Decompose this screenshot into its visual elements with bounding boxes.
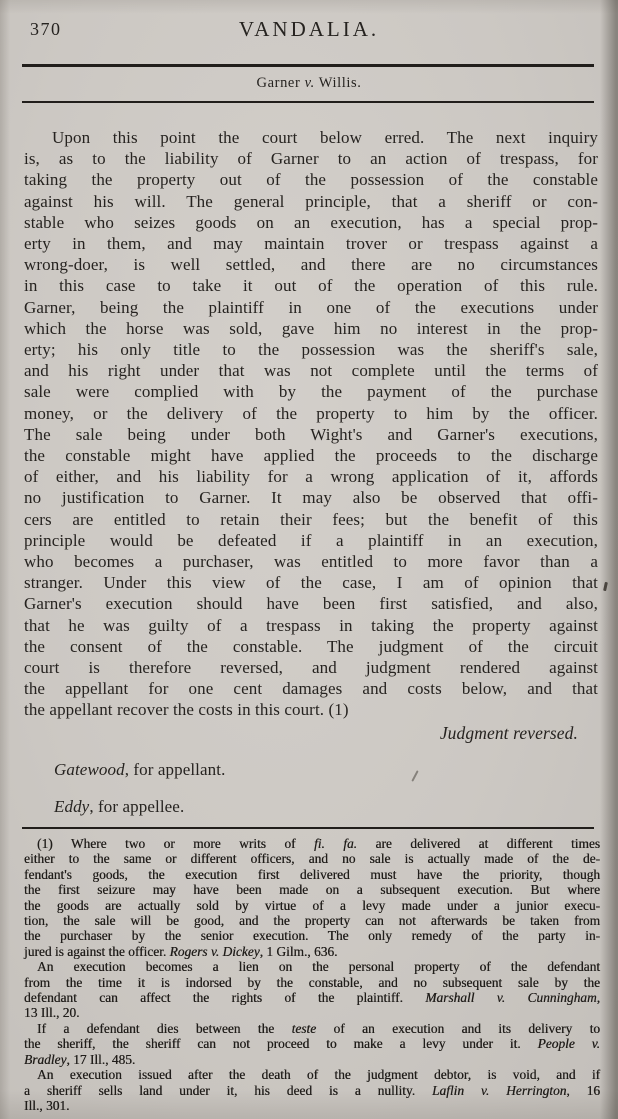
- plaintiff-name: Garner: [256, 75, 301, 91]
- text-line: is, as to the liability of Garner to an action of trespass, for: [24, 149, 598, 169]
- attorney-line-appellant: [24, 759, 598, 780]
- attorney-role: , for appellee.: [89, 797, 185, 817]
- text-line: against his will. The general principle, that a sheriff or con-: [24, 191, 598, 211]
- text-line: Bradley, 17 Ill., 485.: [24, 1051, 136, 1067]
- text-line: the constable might have applied the proceeds to the discharge: [24, 446, 598, 466]
- text-line: the appellant recover the costs in this court. (1): [24, 700, 349, 720]
- text-line: (1) Where two or more writs of fi. fa. are delivered at different times: [37, 836, 600, 851]
- text-line: fendant's goods, the execution first delivered must have the priority, though: [24, 866, 600, 882]
- text-line: tion, the sale will be good, and the property can not afterwards be taken from: [24, 913, 600, 929]
- text-line: in this case to take it out of the operation of this rule.: [24, 276, 598, 296]
- text-line: taking the property out of the possession of the constable: [24, 170, 598, 190]
- text-line: stranger. Under this view of the case, I am of opinion that: [24, 573, 598, 593]
- text-line: and his right under that was not complete until the terms of: [24, 361, 598, 381]
- defendant-name: Willis.: [318, 75, 362, 91]
- text-line: of either, and his liability for a wrong application of it, affords: [24, 467, 598, 487]
- text-line: stable who seizes goods on an execution, has a special prop-: [24, 212, 598, 232]
- text-line: the appellant for one cent damages and costs below, and that: [24, 679, 598, 699]
- text-line: money, or the delivery of the property to him by the officer.: [24, 403, 598, 423]
- text-line: cers are entitled to retain their fees; but the benefit of this: [24, 509, 598, 529]
- text-line: defendant can affect the rights of the plaintiff. Marshall v. Cunningham,: [24, 990, 600, 1006]
- opinion-text: [24, 127, 598, 721]
- text-line: If a defendant dies between the teste of an execution and its delivery to: [37, 1020, 600, 1036]
- text-line: Ill., 301.: [24, 1097, 70, 1113]
- text-line: Upon this point the court below erred. The next inquiry: [52, 128, 598, 147]
- text-line: court is therefore reversed, and judgment rendered against: [24, 658, 598, 678]
- text-line: the consent of the constable. The judgment of the circuit: [24, 636, 598, 656]
- text-line: the goods are actually sold by virtue of a levy made under a junior execu-: [24, 897, 600, 913]
- text-line: wrong-doer, is well settled, and there are no circumstances: [24, 255, 598, 275]
- running-title: VANDALIA.: [238, 17, 380, 41]
- text-line: a sheriff sells land under it, his deed is a nullity. Laflin v. Herrington, 16: [24, 1082, 600, 1098]
- text-line: The sale being under both Wight's and Garner's executions,: [24, 424, 598, 444]
- text-line: Garner, being the plaintiff in one of the executions under: [24, 297, 598, 317]
- attorney-line-appellee: [24, 796, 598, 817]
- attorney-name: Eddy: [54, 797, 90, 817]
- text-line: jured is against the officer. Rogers v. Dickey, 1 Gilm., 636.: [24, 943, 338, 959]
- footnotes: [24, 836, 600, 1113]
- text-line: no justification to Garner. It may also be observed that offi-: [24, 488, 598, 508]
- footnote-rule: [22, 827, 594, 829]
- judgment-line: Judgment reversed.: [439, 722, 578, 743]
- text-line: the sheriff, the sheriff can not proceed to make a levy under it. People v.: [24, 1036, 600, 1052]
- text-line: 13 Ill., 20.: [24, 1005, 80, 1021]
- text-line: An execution becomes a lien on the personal property of the defendant: [37, 959, 600, 975]
- page-number: 370: [30, 19, 62, 39]
- text-line: either to the same or different officers, and no sale is actually made of the de-: [24, 851, 600, 867]
- text-line: Garner's execution should have been first satisfied, and also,: [24, 594, 598, 614]
- scan-artifact: [603, 582, 608, 591]
- text-line: who becomes a purchaser, was entitled to more favor than a: [24, 552, 598, 572]
- text-line: which the horse was sold, gave him no interest in the prop-: [24, 318, 598, 338]
- header-rule: [22, 64, 594, 67]
- text-line: the first seizure may have been made on a subsequent execution. But where: [24, 882, 600, 898]
- text-line: An execution issued after the death of the judgment debtor, is void, and if: [37, 1067, 600, 1083]
- attorney-name: Gatewood: [54, 760, 125, 780]
- versus-abbrev: v.: [304, 75, 315, 91]
- text-line: erty in them, and may maintain trover or trespass against a: [24, 234, 598, 254]
- text-line: the purchaser by the senior execution. The only remedy of the party in-: [24, 928, 600, 944]
- caption-rule: [22, 101, 594, 103]
- opinion-content: [24, 127, 598, 817]
- text-line: sale were complied with by the payment of the purchase: [24, 382, 598, 402]
- text-line: principle would be defeated if a plaintiff in an execution,: [24, 530, 598, 550]
- text-line: erty; his only title to the possession was the sheriff's sale,: [24, 340, 598, 360]
- text-line: that he was guilty of a trespass in taking the property against: [24, 615, 598, 635]
- text-line: from the time it is indorsed by the constable, and no subsequent sale by the: [24, 974, 600, 990]
- case-caption: [0, 75, 618, 92]
- attorney-role: , for appellant.: [124, 760, 226, 780]
